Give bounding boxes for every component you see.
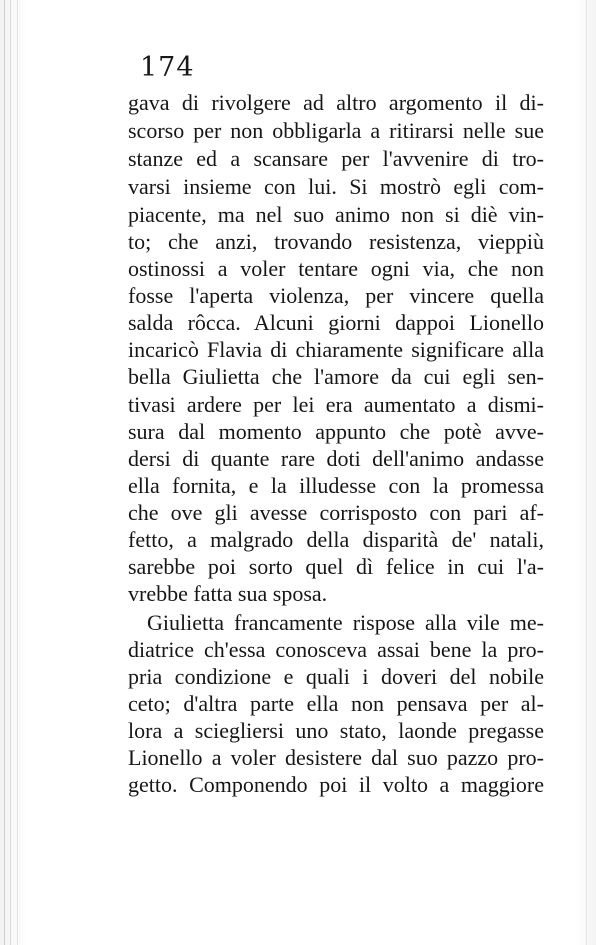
text-line: ostinossi a voler tentare ogni via, che non [128,256,544,281]
text-line-paragraph-end: vrebbe fatta sua sposa. [128,581,328,606]
page-number: 174 [140,52,195,83]
text-line: che ove gli avesse corrisposto con pari af- [128,500,544,525]
text-line: sura dal momento appunto che potè avve- [128,419,544,444]
text-line: Lionello a voler desistere dal suo pazzo pro- [128,745,544,770]
text-line: getto. Componendo poi il volto a maggiore [128,772,544,797]
text-line: diatrice ch'essa conosceva assai bene la pro- [128,637,544,662]
text-line: dersi di quante rare doti dell'animo andasse [128,446,544,471]
text-line: incaricò Flavia di chiaramente significare alla [128,337,544,362]
text-line: varsi insieme con lui. Si mostrò egli com- [128,174,544,199]
text-line: gava di rivolgere ad altro argomento il di- [128,90,544,115]
text-line: stanze ed a scansare per l'avvenire di tro- [128,146,544,171]
scan-gutter-line [10,0,11,945]
text-line: piacente, ma nel suo animo non si diè vin- [128,202,544,227]
text-line-paragraph-start: Giulietta francamente rispose alla vile me- [147,610,544,635]
text-line: ella fornita, e la illudesse con la promessa [128,473,544,498]
text-line: tivasi ardere per lei era aumentato a dismi- [128,392,544,417]
text-line: ceto; d'altra parte ella non pensava per al- [128,691,544,716]
text-line: salda rôcca. Alcuni giorni dappoi Lionello [128,310,544,335]
text-line: scorso per non obbligarla a ritirarsi nelle sue [128,118,544,143]
text-line: lora a sciegliersi uno stato, laonde pregasse [128,718,544,743]
scan-gutter-line [17,0,18,945]
text-line: fosse l'aperta violenza, per vincere quella [128,283,544,308]
text-line: to; che anzi, trovando resistenza, vieppiù [128,229,544,254]
scan-edge-line [586,0,587,945]
text-line: fetto, a malgrado della disparità de' natali, [128,527,544,552]
scan-gutter-line [4,0,5,945]
text-line: bella Giulietta che l'amore da cui egli sen- [128,364,544,389]
text-line: pria condizione e quali i doveri del nobile [128,664,544,689]
text-line: sarebbe poi sorto quel dì felice in cui l'a- [128,554,544,579]
